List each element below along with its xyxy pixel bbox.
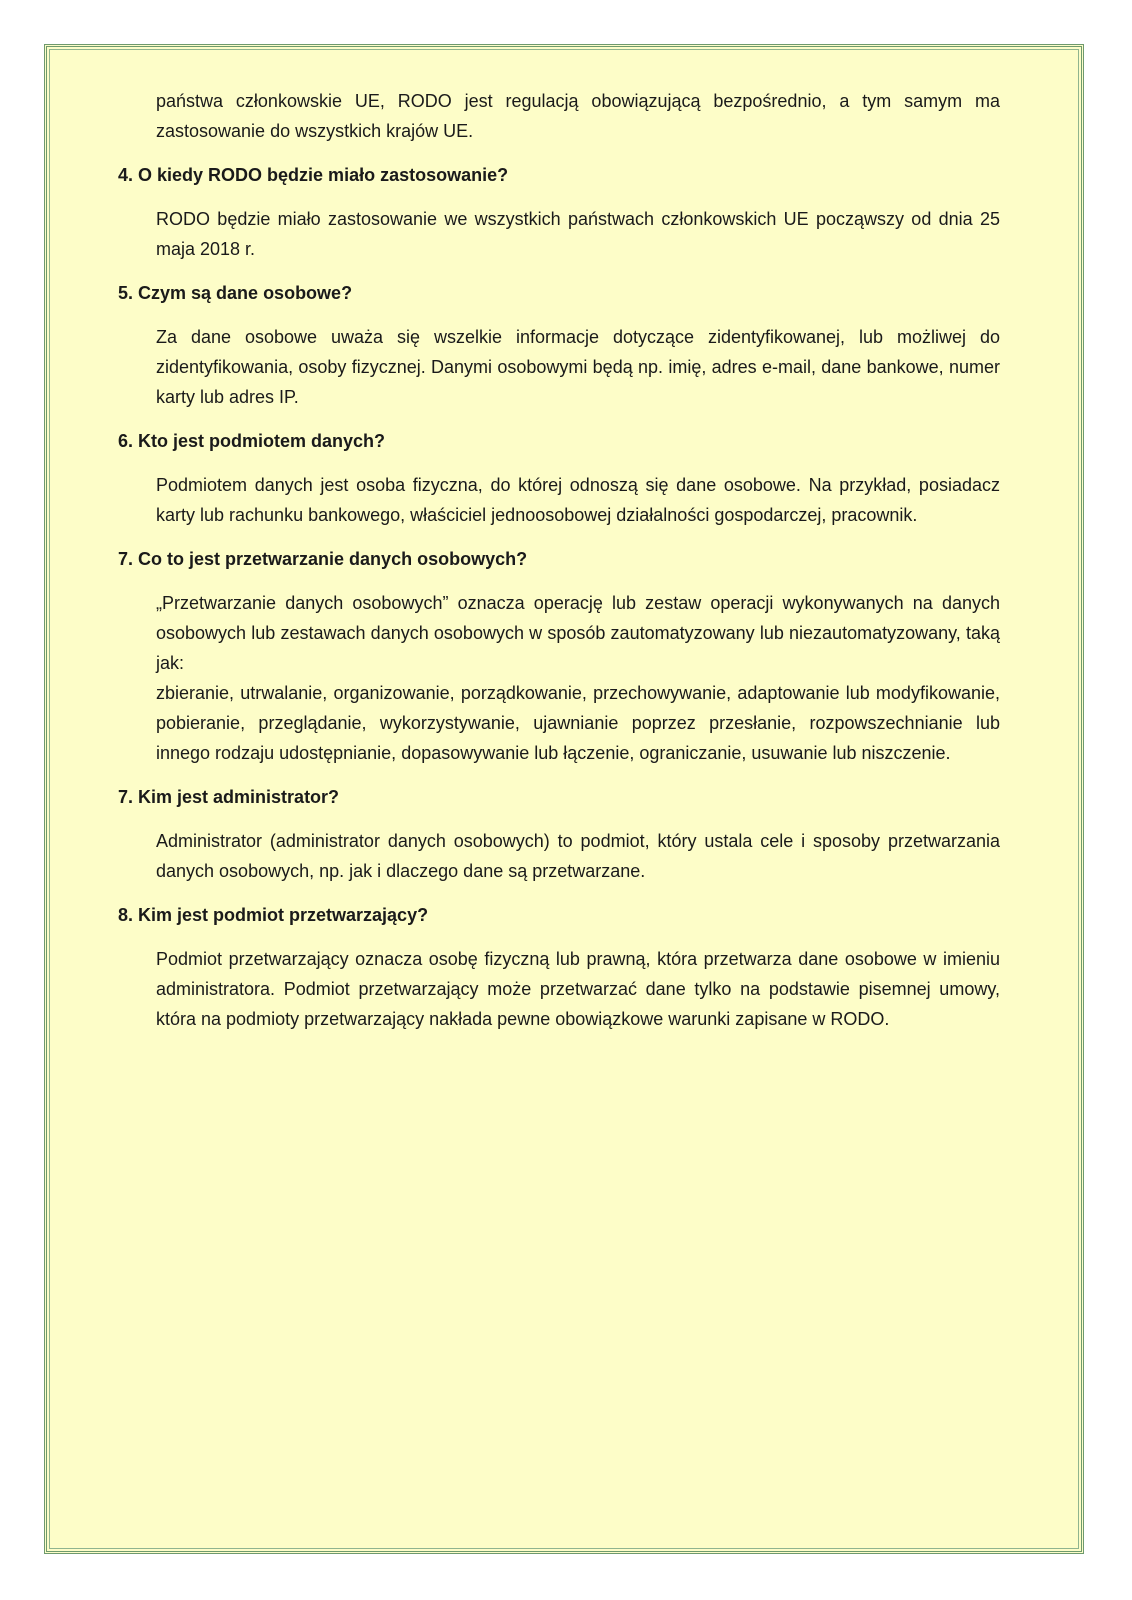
section-7-processing-paragraph-1: „Przetwarzanie danych osobowych” oznacza operację lub zestaw operacji wykonywanych na danych osobowych lub zestawach danych osobowych w sposób zautomatyzowany lub niezautomatyzowany, taką jak: (156, 593, 1000, 673)
section-7-processing-paragraph-2: zbieranie, utrwalanie, organizowanie, porządkowanie, przechowywanie, adaptowanie lub modyfikowanie, pobieranie, przeglądanie, wykorzystywanie, ujawnianie poprzez przesłanie, rozpowszechnianie lub innego rodzaju udostępnianie, dopasowywanie lub łączenie, ograniczanie, usuwanie lub niszczenie. (156, 683, 1000, 763)
document-body (118, 86, 1000, 1034)
section-heading-5: 5. Czym są dane osobowe? (118, 283, 353, 303)
section-heading-7-administrator: 7. Kim jest administrator? (118, 787, 340, 807)
section-heading-4: 4. O kiedy RODO będzie miało zastosowanie? (118, 165, 509, 185)
intro-continuation-paragraph: państwa członkowskie UE, RODO jest regulacją obowiązującą bezpośrednio, a tym samym ma zastosowanie do wszystkich krajów UE. (156, 91, 1000, 141)
section-4-paragraph: RODO będzie miało zastosowanie we wszystkich państwach członkowskich UE począwszy od dnia 25 maja 2018 r. (156, 209, 1000, 259)
section-heading-6: 6. Kto jest podmiotem danych? (118, 431, 386, 451)
section-5-paragraph: Za dane osobowe uważa się wszelkie informacje dotyczące zidentyfikowanej, lub możliwej do zidentyfikowania, osoby fizycznej. Danymi osobowymi będą np. imię, adres e-mail, dane bankowe, numer karty lub adres IP. (156, 327, 1000, 407)
section-heading-8: 8. Kim jest podmiot przetwarzający? (118, 905, 429, 925)
section-8-paragraph: Podmiot przetwarzający oznacza osobę fizyczną lub prawną, która przetwarza dane osobowe w imieniu administratora. Podmiot przetwarzający może przetwarzać dane tylko na podstawie pisemnej umowy, która na podmioty przetwarzający nakłada pewne obowiązkowe warunki zapisane w RODO. (156, 949, 1000, 1029)
section-heading-7-processing: 7. Co to jest przetwarzanie danych osobowych? (118, 549, 528, 569)
section-7-administrator-paragraph: Administrator (administrator danych osobowych) to podmiot, który ustala cele i sposoby przetwarzania danych osobowych, np. jak i dlaczego dane są przetwarzane. (156, 831, 1000, 881)
section-6-paragraph: Podmiotem danych jest osoba fizyczna, do której odnoszą się dane osobowe. Na przykład, posiadacz karty lub rachunku bankowego, właściciel jednoosobowej działalności gospodarczej, pracownik. (156, 475, 1000, 525)
